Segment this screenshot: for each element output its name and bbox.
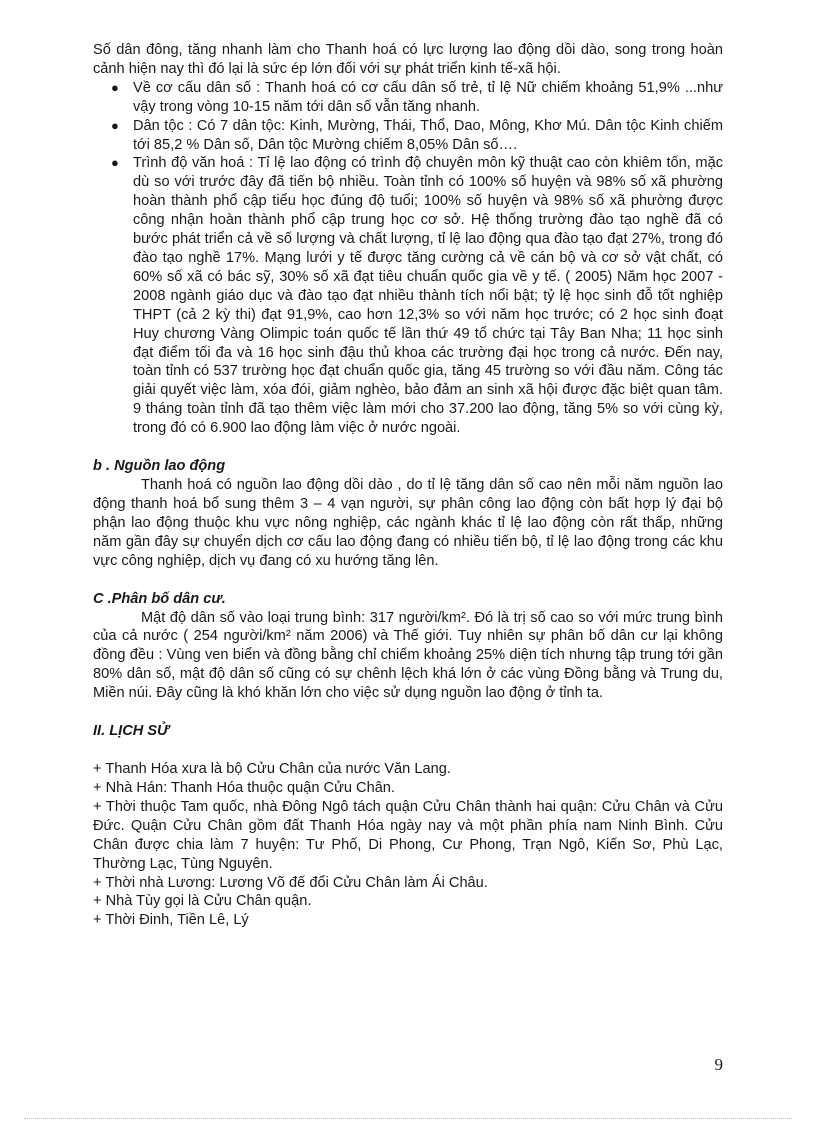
- bullet-icon: ●: [111, 79, 119, 95]
- history-line: + Nhà Hán: Thanh Hóa thuộc quận Cửu Chân.: [93, 780, 395, 796]
- bullet-icon: ●: [111, 117, 119, 133]
- bullet-text: Về cơ cấu dân số : Thanh hoá có cơ cấu dân số trẻ, tỉ lệ Nữ chiếm khoảng 51,9% ...như vậy trong vòng 10-15 năm tới dân số vẫn tăng nhanh.: [133, 79, 723, 115]
- history-line: + Thời thuộc Tam quốc, nhà Đông Ngô tách quận Cửu Chân thành hai quận: Cửu Chân và Cửu Đức. Quận Cửu Chân gồm đất Thanh Hóa ngày nay và một phần phía nam Ninh Bình. Cửu Chân được chia làm 7 huyện: Tư Phố, Di Phong, Cư Phong, Trạn Ngô, Kiến Sơ, Phù Lạc, Thường Lạc, Tùng Nguyên.: [93, 798, 723, 872]
- bullet-text: Trình độ văn hoá : Tỉ lệ lao động có trình độ chuyên môn kỹ thuật cao còn khiêm tốn, mặc dù so với trước đây đã tiến bộ nhiều. Toàn tỉnh có 100% số huyện và 98% số xã phường hoàn thành phổ cập tiểu học đúng độ tuổi; 100% số huyện và 98% số xã phường được công nhận hoàn thành phổ cập trung học cơ sở. Hệ thống trường đào tạo nghề đã có bước phát triển cả về số lượng và chất lượng, tỉ lệ lao động qua đào tạo đạt 27%, trong đó đào tạo nghề 17%. Mạng lưới y tế được tăng cường cả về cán bộ và cơ sở vật chất, có 60% số xã có bác sỹ, 30% số xã đạt tiêu chuẩn quốc gia về y tế. ( 2005) Năm học 2007 - 2008 ngành giáo dục và đào tạo đạt nhiều thành tích nổi bật; tỷ lệ học sinh đỗ tốt nghiệp THPT (cả 2 kỳ thi) đạt 91,9%, cao hơn 12,3% so với năm học trước; có 2 học sinh đoạt Huy chương Vàng Olimpic toán quốc tế lần thứ 49 tổ chức tại Tây Ban Nha; 11 học sinh đạt điểm tối đa và 16 học sinh đậu thủ khoa các trường đại học trong cả nước. Đến nay, toàn tỉnh có 537 trường học đạt chuẩn quốc gia, tăng 45 trường so với đầu năm. Công tác giải quyết việc làm, xóa đói, giảm nghèo, bảo đảm an sinh xã hội được đặc biệt quan tâm. 9 tháng toàn tỉnh đã tạo thêm việc làm mới cho 37.200 lao động, tăng 5% so với cùng kỳ, trong đó có 6.900 lao động làm việc ở nước ngoài.: [133, 155, 723, 437]
- document-page: [93, 41, 723, 930]
- bullet-item-education-level: [111, 154, 723, 438]
- section-c-heading: C .Phân bố dân cư.: [93, 590, 226, 607]
- history-line: + Thời Đinh, Tiền Lê, Lý: [93, 912, 249, 929]
- bullet-text: Dân tộc : Có 7 dân tộc: Kinh, Mường, Thái, Thổ, Dao, Mông, Khơ Mú. Dân tộc Kinh chiếm tới 85,2 % Dân số, Dân tộc Mường chiếm 8,05% Dân số….: [133, 117, 723, 153]
- section-c-body: Mật độ dân số vào loại trung bình: 317 người/km². Đó là trị số cao so với mức trung bình của cả nước ( 254 người/km² năm 2006) và Thế giới. Tuy nhiên sự phân bố dân cư lại không đồng đều : Vùng ven biển và đồng bằng chỉ chiếm khoảng 25% diện tích nhưng tập trung tới gần 80% dân số, mật độ dân số cũng có sự chênh lệch khá lớn ở các vùng Đồng bằng và Trung du, Miền núi. Đây cũng là khó khăn lớn cho việc sử dụng nguồn lao động ở tỉnh ta.: [93, 609, 723, 702]
- history-line: + Thời nhà Lương: Lương Võ đế đổi Cửu Chân làm Ái Châu.: [93, 874, 488, 891]
- history-line: + Nhà Tùy gọi là Cửu Chân quận.: [93, 893, 312, 910]
- history-line: + Thanh Hóa xưa là bộ Cửu Chân của nước Văn Lang.: [93, 761, 451, 778]
- section-b-heading: b . Nguồn lao động: [93, 458, 226, 475]
- bullet-list: [93, 79, 723, 438]
- bullet-icon: ●: [111, 155, 119, 171]
- page-number: 9: [714, 1055, 723, 1074]
- page-footer-divider: [24, 1118, 792, 1119]
- intro-paragraph: Số dân đông, tăng nhanh làm cho Thanh hoá có lực lượng lao động dồi dào, song trong hoàn cảnh hiện nay thì đó lại là sức ép lớn đối với sự phát triển kinh tế-xã hội.: [93, 42, 723, 77]
- section-ii-heading: II. LỊCH SỬ: [93, 723, 169, 740]
- bullet-item-ethnic-groups: [111, 117, 723, 155]
- section-b-body: Thanh hoá có nguồn lao động dồi dào , do tỉ lệ tăng dân số cao nên mỗi năm nguồn lao động thanh hoá bổ sung thêm 3 – 4 vạn người, sự phân công lao động còn bất hợp lý đại bộ phận lao động thuộc khu vực nông nghiệp, các ngành khác tỉ lệ lao động còn rất thấp, những năm gần đây sự chuyển dịch cơ cấu lao động đang có nhiều tiến bộ, tỉ lệ lao động trong các khu vực công nghiệp, dịch vụ đang có xu hướng tăng lên.: [93, 477, 723, 569]
- bullet-item-population-structure: [111, 79, 723, 117]
